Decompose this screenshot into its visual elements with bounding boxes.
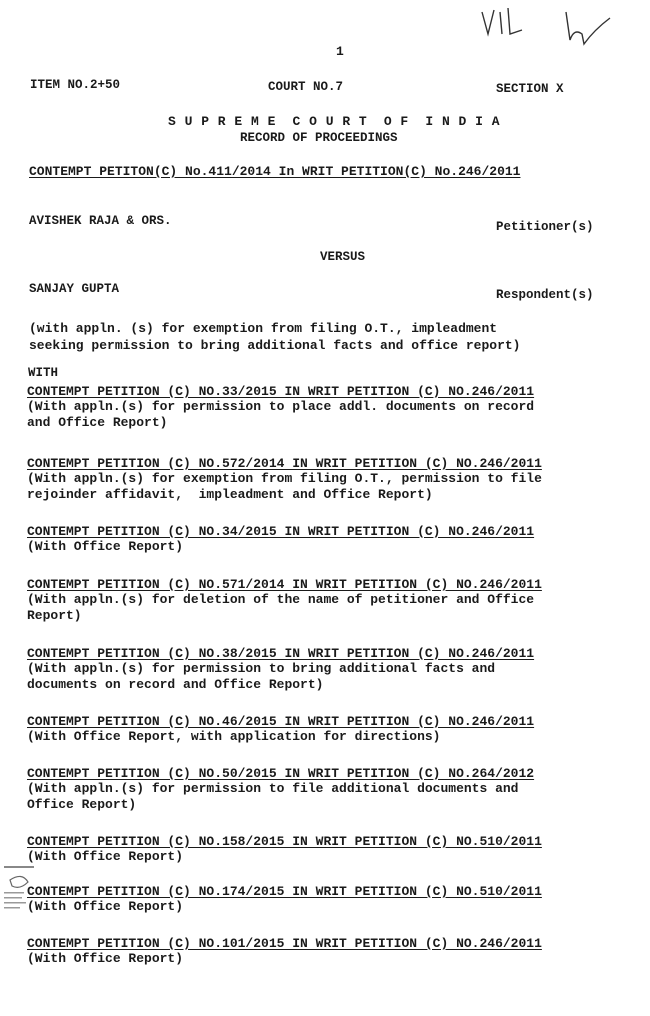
case-detail: (With appln.(s) for deletion of the name of petitioner and Office Report)	[27, 592, 535, 623]
petitioner-name: AVISHEK RAJA & ORS.	[29, 214, 172, 228]
case-detail: (With appln.(s) for permission to file additional documents and Office Report)	[27, 781, 519, 812]
main-case-heading: CONTEMPT PETITON(C) No.411/2014 In WRIT PETITION(C) No.246/2011	[29, 164, 521, 179]
case-block	[27, 884, 637, 915]
case-heading: CONTEMPT PETITION (C) NO.33/2015 IN WRIT PETITION (C) NO.246/2011	[27, 384, 535, 399]
case-block	[27, 456, 637, 503]
case-detail: (With Office Report)	[27, 539, 184, 554]
case-detail: (With appln.(s) for permission to bring additional facts and documents on record and Office Report)	[27, 661, 496, 692]
case-block	[27, 936, 637, 967]
case-detail: (With Office Report)	[27, 899, 184, 914]
digital-signature-stamp	[2, 862, 42, 922]
case-detail: (With Office Report)	[27, 849, 184, 864]
case-heading: CONTEMPT PETITION (C) NO.101/2015 IN WRIT PETITION (C) NO.246/2011	[27, 936, 542, 951]
case-detail: (With Office Report)	[27, 951, 184, 966]
case-block	[27, 524, 637, 555]
case-heading: CONTEMPT PETITION (C) NO.34/2015 IN WRIT PETITION (C) NO.246/2011	[27, 524, 535, 539]
case-block	[27, 834, 637, 865]
case-heading: CONTEMPT PETITION (C) NO.46/2015 IN WRIT PETITION (C) NO.246/2011	[27, 714, 535, 729]
case-block	[27, 577, 637, 624]
case-detail: (With Office Report, with application for directions)	[27, 729, 441, 744]
court-number: COURT NO.7	[268, 80, 344, 94]
case-block	[27, 384, 637, 431]
case-heading: CONTEMPT PETITION (C) NO.38/2015 IN WRIT PETITION (C) NO.246/2011	[27, 646, 535, 661]
court-title: S U P R E M E C O U R T O F I N D I A	[168, 114, 501, 129]
case-heading: CONTEMPT PETITION (C) NO.158/2015 IN WRIT PETITION (C) NO.510/2011	[27, 834, 542, 849]
case-heading: CONTEMPT PETITION (C) NO.50/2015 IN WRIT PETITION (C) NO.264/2012	[27, 766, 535, 781]
case-block	[27, 714, 637, 745]
case-detail: (With appln.(s) for exemption from filing O.T., permission to file rejoinder affidavit, impleadment and Office Report)	[27, 471, 542, 502]
case-block	[27, 646, 637, 693]
case-heading: CONTEMPT PETITION (C) NO.174/2015 IN WRIT PETITION (C) NO.510/2011	[27, 884, 542, 899]
record-subtitle: RECORD OF PROCEEDINGS	[240, 131, 398, 145]
handwritten-initials	[470, 0, 620, 60]
respondent-role: Respondent(s)	[496, 288, 594, 302]
respondent-name: SANJAY GUPTA	[29, 282, 120, 296]
case-block	[27, 766, 637, 813]
main-application-note: (with appln. (s) for exemption from filing O.T., impleadment seeking permission to bring additional facts and office report)	[29, 321, 521, 353]
case-heading: CONTEMPT PETITION (C) NO.572/2014 IN WRIT PETITION (C) NO.246/2011	[27, 456, 542, 471]
page-number: 1	[336, 44, 344, 59]
with-label: WITH	[28, 366, 59, 380]
section-label: SECTION X	[496, 82, 564, 96]
versus-label: VERSUS	[320, 250, 366, 264]
item-number: ITEM NO.2+50	[30, 78, 121, 92]
case-detail: (With appln.(s) for permission to place addl. documents on record and Office Report)	[27, 399, 535, 430]
case-heading: CONTEMPT PETITION (C) NO.571/2014 IN WRIT PETITION (C) NO.246/2011	[27, 577, 542, 592]
petitioner-role: Petitioner(s)	[496, 220, 594, 234]
